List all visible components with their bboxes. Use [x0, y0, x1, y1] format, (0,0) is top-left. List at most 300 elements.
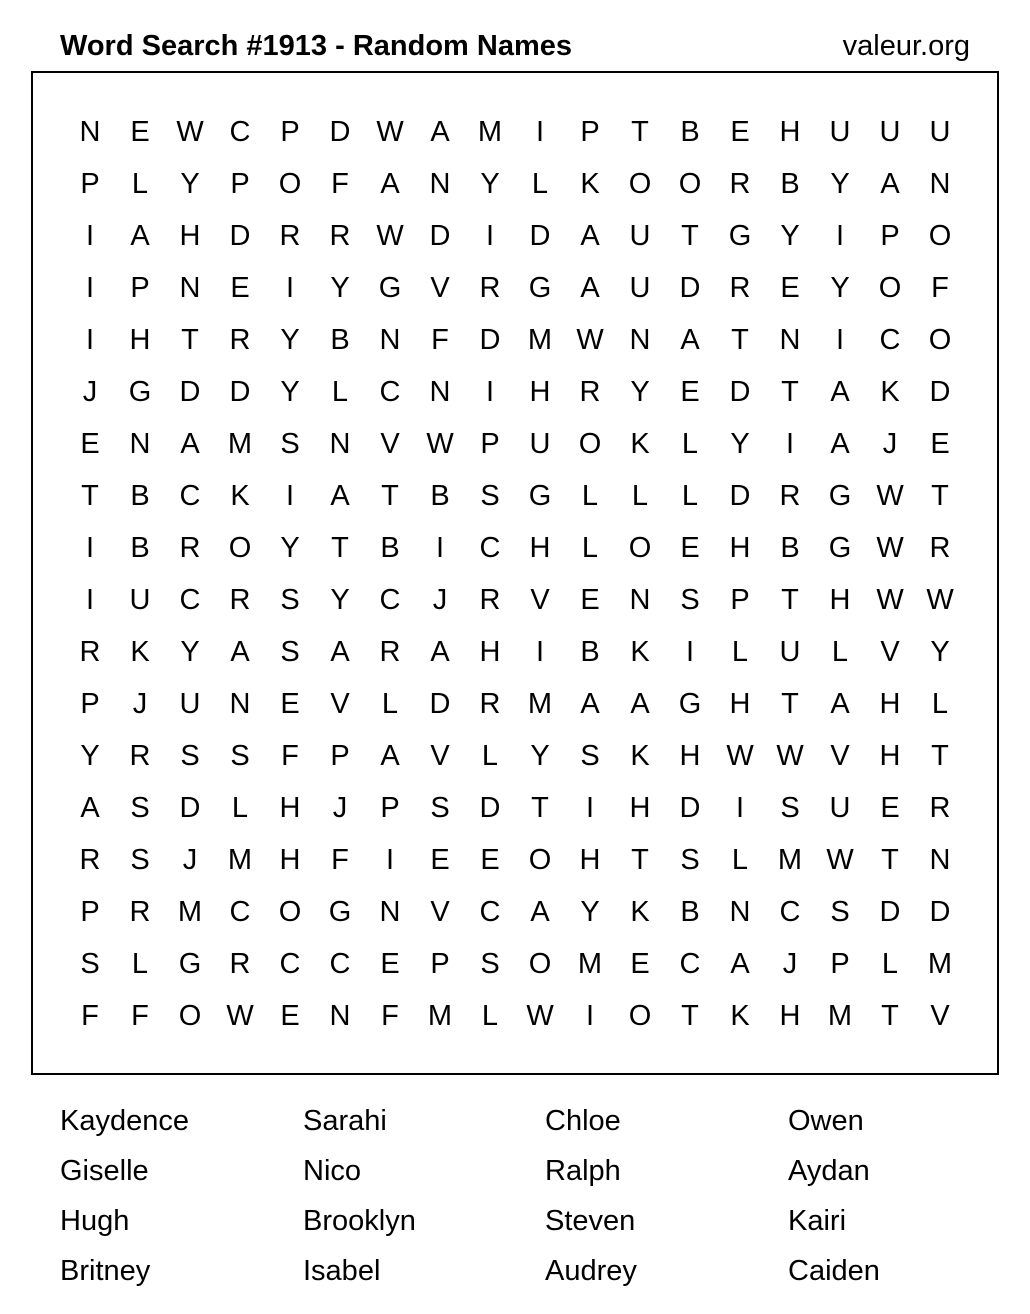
grid-letter: R [79, 844, 101, 876]
grid-letter: T [681, 220, 699, 252]
grid-letter: L [831, 636, 849, 668]
grid-letter: S [780, 792, 800, 824]
grid-letter: L [731, 636, 749, 668]
grid-letter: A [530, 896, 550, 928]
word-list-item: Isabel [303, 1255, 381, 1287]
grid-letter: T [81, 480, 99, 512]
grid-letter: P [230, 168, 250, 200]
grid-letter: W [226, 1000, 254, 1032]
grid-letter: A [580, 688, 600, 720]
grid-letter: T [181, 324, 199, 356]
grid-letter: L [481, 740, 499, 772]
word-list-item: Hugh [60, 1205, 130, 1237]
grid-letter: A [830, 688, 850, 720]
grid-letter: H [879, 688, 901, 720]
grid-letter: C [229, 896, 251, 928]
grid-letter: K [630, 740, 650, 772]
grid-letter: L [881, 948, 899, 980]
grid-letter: T [631, 844, 649, 876]
grid-letter: T [781, 584, 799, 616]
grid-letter: B [330, 324, 350, 356]
letter-grid [31, 71, 999, 1075]
grid-letter: U [629, 220, 651, 252]
grid-letter: H [529, 532, 551, 564]
grid-letter: I [85, 272, 95, 304]
grid-letter: N [929, 844, 951, 876]
grid-letter: G [828, 480, 852, 512]
grid-letter: A [230, 636, 250, 668]
grid-letter: M [427, 1000, 453, 1032]
grid-letter: S [830, 896, 850, 928]
grid-letter: C [179, 584, 201, 616]
grid-letter: U [929, 116, 951, 148]
grid-letter: F [381, 1000, 399, 1032]
grid-letter: O [178, 1000, 202, 1032]
grid-letter: K [630, 428, 650, 460]
grid-letter: E [630, 948, 650, 980]
grid-letter: O [878, 272, 902, 304]
grid-letter: Y [280, 376, 300, 408]
grid-letter: M [577, 948, 603, 980]
grid-letter: H [529, 376, 551, 408]
grid-letter: D [929, 896, 951, 928]
grid-letter: E [680, 376, 700, 408]
word-list-item: Britney [60, 1255, 151, 1287]
grid-letter: D [429, 688, 451, 720]
grid-letter: S [130, 792, 150, 824]
grid-letter: S [180, 740, 200, 772]
grid-letter: B [580, 636, 600, 668]
grid-letter: O [928, 220, 952, 252]
grid-letter: F [931, 272, 949, 304]
grid-letter: W [176, 116, 204, 148]
grid-letter: S [680, 844, 700, 876]
grid-letter: P [430, 948, 450, 980]
grid-letter: K [630, 896, 650, 928]
grid-letter: S [480, 480, 500, 512]
grid-letter: M [527, 324, 553, 356]
grid-letter: K [730, 1000, 750, 1032]
grid-letter: R [479, 688, 501, 720]
grid-letter: C [779, 896, 801, 928]
grid-letter: C [379, 584, 401, 616]
grid-letter: U [129, 584, 151, 616]
grid-letter: G [528, 272, 552, 304]
grid-letter: V [330, 688, 350, 720]
grid-letter: P [580, 116, 600, 148]
grid-letter: E [880, 792, 900, 824]
grid-letter: G [828, 532, 852, 564]
grid-letter: C [479, 896, 501, 928]
grid-letter: D [929, 376, 951, 408]
grid-letter: H [829, 584, 851, 616]
grid-letter: F [81, 1000, 99, 1032]
grid-letter: U [829, 792, 851, 824]
grid-letter: R [779, 480, 801, 512]
grid-letter: I [85, 532, 95, 564]
grid-letter: I [585, 1000, 595, 1032]
grid-letter: E [280, 688, 300, 720]
grid-letter: B [680, 896, 700, 928]
grid-letter: S [280, 636, 300, 668]
grid-letter: Y [180, 636, 200, 668]
grid-letter: O [578, 428, 602, 460]
grid-letter: E [780, 272, 800, 304]
grid-letter: Y [480, 168, 500, 200]
grid-letter: C [179, 480, 201, 512]
grid-letter: M [477, 116, 503, 148]
grid-letter: P [80, 896, 100, 928]
grid-letter: C [279, 948, 301, 980]
grid-letter: A [880, 168, 900, 200]
grid-letter: U [879, 116, 901, 148]
grid-letter: U [529, 428, 551, 460]
grid-letter: A [380, 740, 400, 772]
grid-letter: P [330, 740, 350, 772]
grid-letter: R [929, 532, 951, 564]
grid-letter: O [628, 1000, 652, 1032]
grid-letter: S [280, 584, 300, 616]
grid-letter: O [278, 896, 302, 928]
grid-letter: J [332, 792, 348, 824]
grid-letter: W [726, 740, 754, 772]
grid-letter: Y [830, 168, 850, 200]
grid-letter: O [228, 532, 252, 564]
grid-letter: N [329, 1000, 351, 1032]
grid-letter: W [376, 116, 404, 148]
grid-letter: P [280, 116, 300, 148]
word-list-item: Chloe [545, 1105, 621, 1137]
grid-letter: Y [280, 324, 300, 356]
grid-letter: R [579, 376, 601, 408]
grid-letter: L [481, 1000, 499, 1032]
word-list-item: Nico [303, 1155, 362, 1187]
grid-letter: T [381, 480, 399, 512]
grid-letter: M [927, 948, 953, 980]
grid-letter: V [930, 1000, 950, 1032]
grid-letter: K [880, 376, 900, 408]
grid-letter: N [629, 324, 651, 356]
grid-letter: R [179, 532, 201, 564]
grid-letter: I [685, 636, 695, 668]
grid-letter: M [227, 844, 253, 876]
grid-letter: E [730, 116, 750, 148]
grid-letter: U [829, 116, 851, 148]
grid-letter: P [880, 220, 900, 252]
grid-letter: Y [780, 220, 800, 252]
grid-letter: D [179, 376, 201, 408]
grid-letter: G [178, 948, 202, 980]
grid-letter: H [279, 792, 301, 824]
grid-letter: W [876, 480, 904, 512]
grid-letter: J [82, 376, 98, 408]
grid-letter: A [430, 116, 450, 148]
grid-letter: W [876, 532, 904, 564]
grid-letter: C [679, 948, 701, 980]
grid-letter: S [480, 948, 500, 980]
grid-letter: A [680, 324, 700, 356]
word-list-item: Audrey [545, 1255, 637, 1287]
grid-letter: H [779, 116, 801, 148]
grid-letter: G [678, 688, 702, 720]
grid-letter: I [535, 636, 545, 668]
grid-letter: P [730, 584, 750, 616]
grid-letter: T [781, 688, 799, 720]
grid-letter: Y [580, 896, 600, 928]
grid-letter: D [729, 376, 751, 408]
grid-letter: I [85, 584, 95, 616]
grid-letter: C [229, 116, 251, 148]
word-list-item: Kairi [788, 1205, 847, 1237]
grid-letter: W [376, 220, 404, 252]
grid-letter: J [432, 584, 448, 616]
grid-letter: A [580, 220, 600, 252]
grid-letter: R [279, 220, 301, 252]
word-list-item: Steven [545, 1205, 636, 1237]
grid-letter: K [630, 636, 650, 668]
grid-letter: A [430, 636, 450, 668]
grid-letter: W [576, 324, 604, 356]
grid-letter: I [85, 220, 95, 252]
grid-letter: P [130, 272, 150, 304]
grid-letter: R [479, 584, 501, 616]
grid-letter: N [629, 584, 651, 616]
grid-letter: D [729, 480, 751, 512]
grid-letter: L [331, 376, 349, 408]
grid-letter: O [278, 168, 302, 200]
grid-letter: N [79, 116, 101, 148]
grid-letter: R [929, 792, 951, 824]
grid-letter: V [530, 584, 550, 616]
grid-letter: A [830, 376, 850, 408]
puzzle-title: Word Search #1913 - Random Names [60, 30, 572, 62]
grid-letter: M [527, 688, 553, 720]
grid-letter: T [731, 324, 749, 356]
grid-letter: D [529, 220, 551, 252]
grid-letter: O [628, 168, 652, 200]
grid-letter: J [132, 688, 148, 720]
word-list-item: Brooklyn [303, 1205, 416, 1237]
grid-letter: M [227, 428, 253, 460]
grid-letter: W [776, 740, 804, 772]
grid-letter: W [826, 844, 854, 876]
grid-letter: N [779, 324, 801, 356]
word-list-item: Caiden [788, 1255, 880, 1287]
grid-letter: W [526, 1000, 554, 1032]
grid-letter: G [328, 896, 352, 928]
grid-letter: I [485, 220, 495, 252]
word-list-item: Sarahi [303, 1105, 387, 1137]
grid-letter: M [177, 896, 203, 928]
grid-letter: C [329, 948, 351, 980]
grid-letter: A [130, 220, 150, 252]
grid-letter: Y [830, 272, 850, 304]
grid-letter: H [129, 324, 151, 356]
grid-letter: L [731, 844, 749, 876]
grid-letter: S [230, 740, 250, 772]
grid-letter: G [528, 480, 552, 512]
grid-letter: N [429, 168, 451, 200]
grid-letter: R [129, 896, 151, 928]
grid-letter: V [430, 896, 450, 928]
word-list-item: Owen [788, 1105, 864, 1137]
grid-letter: T [931, 480, 949, 512]
grid-letter: E [580, 584, 600, 616]
grid-letter: N [179, 272, 201, 304]
word-list-item: Ralph [545, 1155, 621, 1187]
grid-letter: E [230, 272, 250, 304]
grid-letter: R [229, 948, 251, 980]
grid-letter: S [580, 740, 600, 772]
grid-letter: I [485, 376, 495, 408]
grid-letter: W [876, 584, 904, 616]
grid-letter: I [435, 532, 445, 564]
grid-letter: T [931, 740, 949, 772]
grid-letter: I [535, 116, 545, 148]
grid-letter: O [528, 948, 552, 980]
grid-letter: L [131, 948, 149, 980]
grid-letter: N [329, 428, 351, 460]
grid-letter: P [80, 168, 100, 200]
grid-letter: D [679, 272, 701, 304]
grid-letter: V [880, 636, 900, 668]
grid-letter: K [580, 168, 600, 200]
grid-letter: H [629, 792, 651, 824]
grid-letter: Y [330, 272, 350, 304]
grid-letter: B [380, 532, 400, 564]
grid-letter: T [331, 532, 349, 564]
grid-letter: D [429, 220, 451, 252]
grid-letter: F [431, 324, 449, 356]
grid-letter: F [331, 844, 349, 876]
grid-letter: A [180, 428, 200, 460]
grid-letter: M [827, 1000, 853, 1032]
grid-letter: I [85, 324, 95, 356]
grid-letter: E [680, 532, 700, 564]
grid-letter: B [130, 532, 150, 564]
grid-letter: H [579, 844, 601, 876]
grid-letter: B [130, 480, 150, 512]
grid-letter: D [329, 116, 351, 148]
grid-letter: L [131, 168, 149, 200]
grid-letter: N [379, 324, 401, 356]
grid-letter: N [229, 688, 251, 720]
grid-letter: H [729, 688, 751, 720]
grid-letter: S [80, 948, 100, 980]
grid-letter: L [931, 688, 949, 720]
grid-letter: O [628, 532, 652, 564]
grid-letter: D [879, 896, 901, 928]
grid-letter: H [679, 740, 701, 772]
grid-letter: N [729, 896, 751, 928]
site-name: valeur.org [842, 30, 970, 62]
grid-letter: H [479, 636, 501, 668]
grid-letter: N [429, 376, 451, 408]
grid-letter: Y [730, 428, 750, 460]
grid-letter: E [80, 428, 100, 460]
grid-letter: E [930, 428, 950, 460]
grid-letter: B [780, 532, 800, 564]
grid-letter: A [730, 948, 750, 980]
grid-letter: F [131, 1000, 149, 1032]
grid-letter: L [681, 480, 699, 512]
grid-letter: E [430, 844, 450, 876]
grid-letter: Y [930, 636, 950, 668]
grid-letter: B [780, 168, 800, 200]
grid-letter: P [480, 428, 500, 460]
grid-letter: U [779, 636, 801, 668]
grid-letter: J [882, 428, 898, 460]
grid-letter: L [531, 168, 549, 200]
grid-letter: L [581, 480, 599, 512]
grid-letter: T [681, 1000, 699, 1032]
grid-letter: R [129, 740, 151, 772]
grid-letter: I [835, 220, 845, 252]
grid-letter: K [130, 636, 150, 668]
grid-letter: R [229, 324, 251, 356]
grid-letter: G [728, 220, 752, 252]
grid-letter: A [630, 688, 650, 720]
grid-letter: A [380, 168, 400, 200]
grid-letter: S [430, 792, 450, 824]
grid-letter: E [280, 1000, 300, 1032]
grid-letter: Y [80, 740, 100, 772]
grid-letter: M [777, 844, 803, 876]
grid-letter: J [182, 844, 198, 876]
grid-letter: A [80, 792, 100, 824]
grid-letter: U [629, 272, 651, 304]
grid-letter: S [680, 584, 700, 616]
grid-letter: T [631, 116, 649, 148]
grid-letter: T [881, 1000, 899, 1032]
grid-letter: J [782, 948, 798, 980]
grid-letter: O [928, 324, 952, 356]
grid-letter: E [380, 948, 400, 980]
grid-letter: I [285, 272, 295, 304]
grid-letter: P [380, 792, 400, 824]
grid-letter: D [229, 220, 251, 252]
grid-letter: I [585, 792, 595, 824]
grid-letter: S [280, 428, 300, 460]
grid-letter: C [379, 376, 401, 408]
grid-letter: H [879, 740, 901, 772]
grid-letter: B [680, 116, 700, 148]
word-list-item: Aydan [788, 1155, 870, 1187]
grid-letter: D [479, 324, 501, 356]
grid-letter: L [381, 688, 399, 720]
grid-letter: R [79, 636, 101, 668]
grid-letter: P [80, 688, 100, 720]
grid-letter: V [430, 740, 450, 772]
grid-letter: P [830, 948, 850, 980]
grid-letter: I [735, 792, 745, 824]
grid-letter: R [729, 272, 751, 304]
grid-letter: H [179, 220, 201, 252]
grid-letter: I [285, 480, 295, 512]
grid-letter: R [479, 272, 501, 304]
grid-letter: O [528, 844, 552, 876]
grid-letter: Y [530, 740, 550, 772]
grid-letter: H [779, 1000, 801, 1032]
grid-letter: I [785, 428, 795, 460]
grid-letter: W [926, 584, 954, 616]
grid-letter: T [781, 376, 799, 408]
grid-letter: E [130, 116, 150, 148]
grid-letter: N [379, 896, 401, 928]
grid-letter: T [881, 844, 899, 876]
grid-letter: T [531, 792, 549, 824]
grid-letter: N [929, 168, 951, 200]
